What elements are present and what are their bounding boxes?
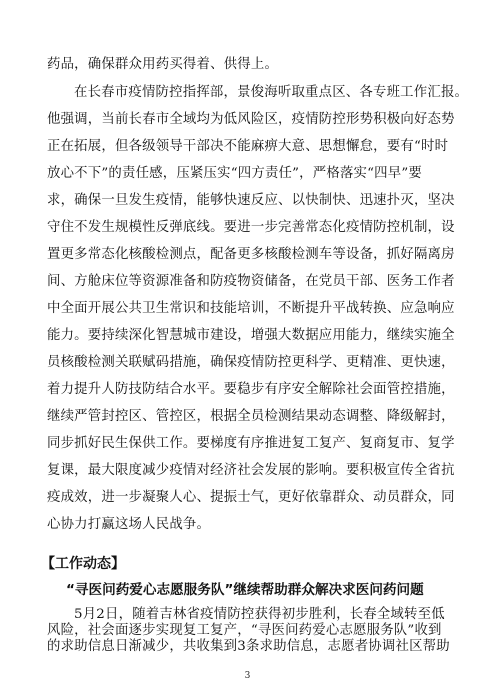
paragraph-line: 正在拓展，但各级领导干部决不能麻痹大意、思想懈怠，要有“时时 [47, 139, 449, 154]
section-heading: 【工作动态】 [41, 556, 125, 572]
page-number: 3 [244, 671, 251, 681]
paragraph-line: 继续严管封控区、管控区，根据全员检测结果动态调整、降级解封， [47, 409, 455, 424]
paragraph-line: 5月2日，随着吉林省疫情防控获得初步胜利，长春全域转至低 [74, 607, 445, 622]
paragraph-line: 疫成效，进一步凝聚人心、提振士气，更好依靠群众、动员群众，同 [47, 490, 455, 505]
paragraph-line: 置更多常态化核酸检测点，配备更多核酸检测车等设备，抓好隔离房 [47, 247, 455, 262]
paragraph-line: 守住不发生规模性反弹底线。要进一步完善常态化疫情防控机制，设 [47, 220, 455, 235]
paragraph-line: 风险，社会面逐步实现复工复产，“寻医问药爱心志愿服务队”收到 [47, 623, 442, 638]
paragraph-line: 同步抓好民生保供工作。要梯度有序推进复工复产、复商复市、复学 [47, 436, 455, 451]
paragraph-line: 员核酸检测关联赋码措施，确保疫情防控更科学、更精准、更快速， [47, 355, 455, 370]
paragraph-line: 能力。要持续深化智慧城市建设，增强大数据应用能力，继续实施全 [47, 328, 455, 343]
paragraph-line: 中全面开展公共卫生常识和技能培训，不断提升平战转换、应急响应 [47, 301, 455, 316]
paragraph-line: 药品，确保群众用药买得着、供得上。 [47, 57, 279, 72]
paragraph-line: 的求助信息日渐减少，共收集到3条求助信息，志愿者协调社区帮助 [47, 639, 450, 654]
paragraph-line: 复课，最大限度减少疫情对经济社会发展的影响。要积极宣传全省抗 [47, 463, 455, 478]
paragraph-line: 求，确保一旦发生疫情，能够快速反应、以快制快、迅速扑灭，坚决 [47, 193, 455, 208]
paragraph-line: 心协力打赢这场人民战争。 [47, 517, 211, 532]
paragraph-line: 着力提升人防技防结合水平。要稳步有序安全解除社会面管控措施， [47, 382, 455, 397]
paragraph-line: 放心不下”的责任感，压紧压实“四方责任”，严格落实“四早”要 [47, 166, 422, 181]
paragraph-line: 间、方舱床位等资源准备和防疫物资储备，在党员干部、医务工作者 [47, 274, 455, 289]
article-title: “寻医问药爱心志愿服务队”继续帮助群众解决求医问药问题 [66, 582, 424, 598]
paragraph-line: 在长春市疫情防控指挥部，景俊海听取重点区、各专班工作汇报。 [74, 85, 469, 100]
paragraph-line: 他强调，当前长春市全域均为低风险区，疫情防控形势积极向好态势 [47, 112, 455, 127]
